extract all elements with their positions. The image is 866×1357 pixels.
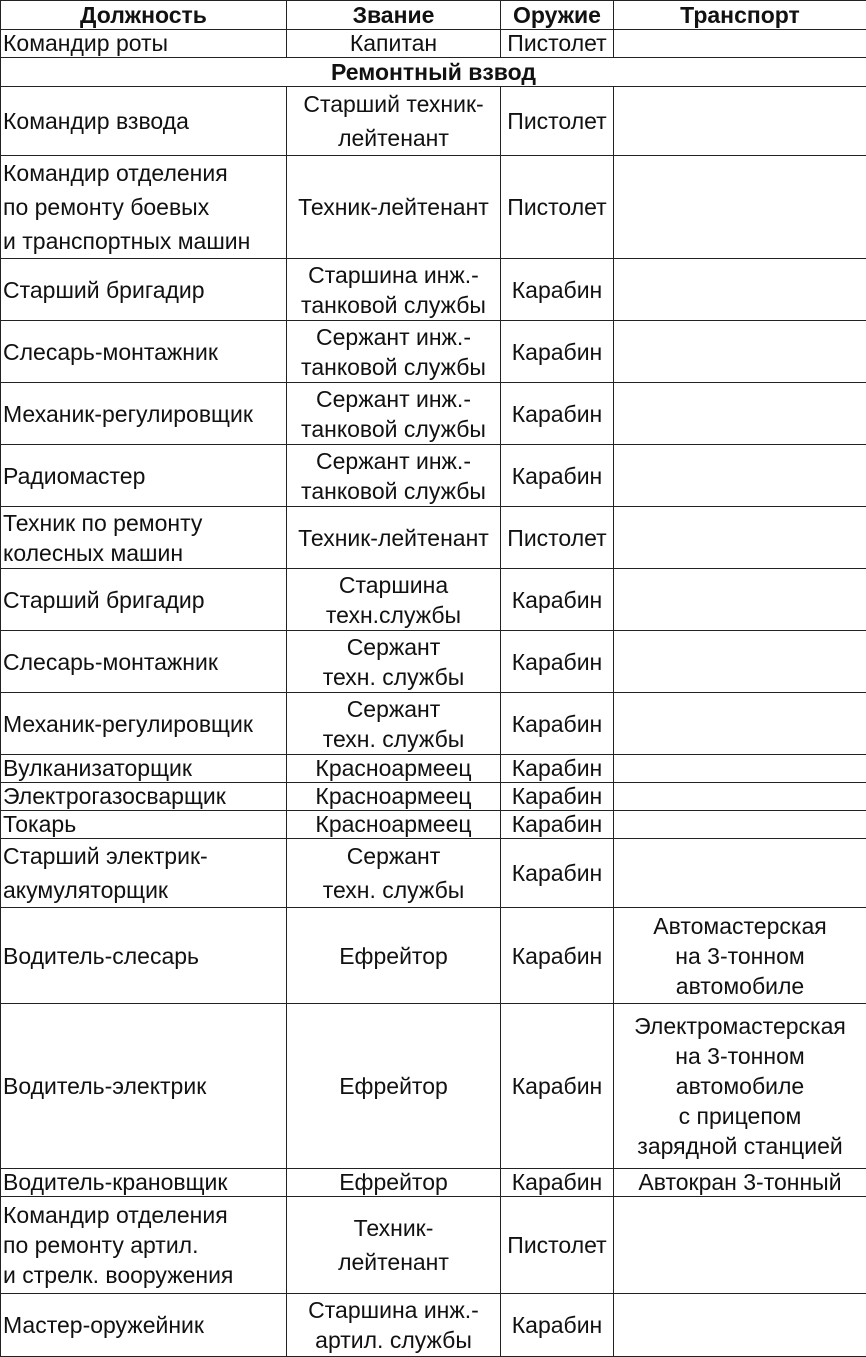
cell-transport bbox=[614, 259, 866, 321]
cell-position: Старший электрик- акумуляторщик bbox=[1, 839, 287, 908]
cell-weapon: Карабин bbox=[501, 755, 614, 783]
cell-transport bbox=[614, 811, 866, 839]
cell-rank: Старшина инж.- артил. службы bbox=[287, 1294, 501, 1357]
cell-position: Командир отделения по ремонту боевых и транспортных машин bbox=[1, 156, 287, 259]
cell-position: Механик-регулировщик bbox=[1, 693, 287, 755]
cell-position: Слесарь-монтажник bbox=[1, 321, 287, 383]
cell-transport bbox=[614, 383, 866, 445]
cell-transport bbox=[614, 783, 866, 811]
header-transport: Транспорт bbox=[614, 1, 866, 30]
cell-transport bbox=[614, 30, 866, 58]
cell-transport bbox=[614, 569, 866, 631]
cell-transport: Автокран 3-тонный bbox=[614, 1169, 866, 1197]
table-row bbox=[1, 569, 866, 631]
cell-position: Мастер-оружейник bbox=[1, 1294, 287, 1357]
cell-position: Командир взвода bbox=[1, 87, 287, 156]
cell-weapon: Пистолет bbox=[501, 87, 614, 156]
cell-rank: Старшина техн.службы bbox=[287, 569, 501, 631]
cell-rank: Сержант инж.- танковой службы bbox=[287, 445, 501, 507]
cell-rank: Красноармеец bbox=[287, 783, 501, 811]
cell-weapon: Карабин bbox=[501, 569, 614, 631]
cell-weapon: Карабин bbox=[501, 839, 614, 908]
table-row bbox=[1, 908, 866, 1004]
cell-position: Командир роты bbox=[1, 30, 287, 58]
cell-weapon: Карабин bbox=[501, 811, 614, 839]
section-row bbox=[1, 58, 866, 87]
cell-transport bbox=[614, 631, 866, 693]
cell-weapon: Карабин bbox=[501, 908, 614, 1004]
cell-rank: Старшина инж.- танковой службы bbox=[287, 259, 501, 321]
cell-transport bbox=[614, 445, 866, 507]
table-row bbox=[1, 321, 866, 383]
cell-rank: Ефрейтор bbox=[287, 1169, 501, 1197]
cell-weapon: Карабин bbox=[501, 631, 614, 693]
cell-transport bbox=[614, 87, 866, 156]
cell-rank: Ефрейтор bbox=[287, 1004, 501, 1169]
cell-position: Техник по ремонту колесных машин bbox=[1, 507, 287, 569]
cell-weapon: Карабин bbox=[501, 259, 614, 321]
cell-weapon: Карабин bbox=[501, 693, 614, 755]
cell-position: Водитель-слесарь bbox=[1, 908, 287, 1004]
cell-position: Командир отделения по ремонту артил. и стрелк. вооружения bbox=[1, 1197, 287, 1294]
cell-transport bbox=[614, 156, 866, 259]
cell-transport bbox=[614, 1294, 866, 1357]
cell-position: Слесарь-монтажник bbox=[1, 631, 287, 693]
table-row bbox=[1, 783, 866, 811]
table-row bbox=[1, 507, 866, 569]
table-row bbox=[1, 30, 866, 58]
cell-transport bbox=[614, 839, 866, 908]
table-row bbox=[1, 1004, 866, 1169]
cell-weapon: Карабин bbox=[501, 1294, 614, 1357]
cell-position: Вулканизаторщик bbox=[1, 755, 287, 783]
cell-weapon: Карабин bbox=[501, 321, 614, 383]
cell-rank: Сержант техн. службы bbox=[287, 839, 501, 908]
cell-position: Старший бригадир bbox=[1, 259, 287, 321]
cell-transport bbox=[614, 755, 866, 783]
cell-weapon: Карабин bbox=[501, 1169, 614, 1197]
table-row bbox=[1, 259, 866, 321]
cell-transport bbox=[614, 693, 866, 755]
table-row bbox=[1, 445, 866, 507]
table-row bbox=[1, 839, 866, 908]
cell-rank: Красноармеец bbox=[287, 811, 501, 839]
table-row bbox=[1, 1294, 866, 1357]
cell-weapon: Пистолет bbox=[501, 1197, 614, 1294]
cell-rank: Капитан bbox=[287, 30, 501, 58]
cell-weapon: Пистолет bbox=[501, 30, 614, 58]
cell-rank: Старший техник- лейтенант bbox=[287, 87, 501, 156]
cell-position: Радиомастер bbox=[1, 445, 287, 507]
cell-position: Водитель-крановщик bbox=[1, 1169, 287, 1197]
cell-rank: Ефрейтор bbox=[287, 908, 501, 1004]
cell-weapon: Карабин bbox=[501, 445, 614, 507]
header-rank: Звание bbox=[287, 1, 501, 30]
cell-transport: Автомастерская на 3-тонном автомобиле bbox=[614, 908, 866, 1004]
cell-position: Механик-регулировщик bbox=[1, 383, 287, 445]
cell-transport bbox=[614, 321, 866, 383]
cell-weapon: Пистолет bbox=[501, 507, 614, 569]
cell-rank: Техник-лейтенант bbox=[287, 156, 501, 259]
cell-rank: Техник- лейтенант bbox=[287, 1197, 501, 1294]
cell-rank: Сержант техн. службы bbox=[287, 693, 501, 755]
cell-position: Старший бригадир bbox=[1, 569, 287, 631]
cell-position: Токарь bbox=[1, 811, 287, 839]
table-row bbox=[1, 1197, 866, 1294]
cell-weapon: Карабин bbox=[501, 1004, 614, 1169]
cell-rank: Сержант техн. службы bbox=[287, 631, 501, 693]
cell-position: Водитель-электрик bbox=[1, 1004, 287, 1169]
cell-rank: Красноармеец bbox=[287, 755, 501, 783]
cell-rank: Техник-лейтенант bbox=[287, 507, 501, 569]
cell-position: Электрогазосварщик bbox=[1, 783, 287, 811]
cell-weapon: Карабин bbox=[501, 783, 614, 811]
table-row bbox=[1, 87, 866, 156]
cell-transport bbox=[614, 507, 866, 569]
table-row bbox=[1, 811, 866, 839]
cell-weapon: Пистолет bbox=[501, 156, 614, 259]
header-position: Должность bbox=[1, 1, 287, 30]
header-weapon: Оружие bbox=[501, 1, 614, 30]
cell-rank: Сержант инж.- танковой службы bbox=[287, 383, 501, 445]
cell-transport bbox=[614, 1197, 866, 1294]
header-row bbox=[1, 1, 866, 30]
cell-transport: Электромастерская на 3-тонном автомобиле с прицепом зарядной станцией bbox=[614, 1004, 866, 1169]
cell-weapon: Карабин bbox=[501, 383, 614, 445]
table-row bbox=[1, 693, 866, 755]
table-row bbox=[1, 631, 866, 693]
section-title: Ремонтный взвод bbox=[1, 58, 866, 87]
table-row bbox=[1, 383, 866, 445]
table-row bbox=[1, 1169, 866, 1197]
cell-rank: Сержант инж.- танковой службы bbox=[287, 321, 501, 383]
table-row bbox=[1, 156, 866, 259]
table-row bbox=[1, 755, 866, 783]
